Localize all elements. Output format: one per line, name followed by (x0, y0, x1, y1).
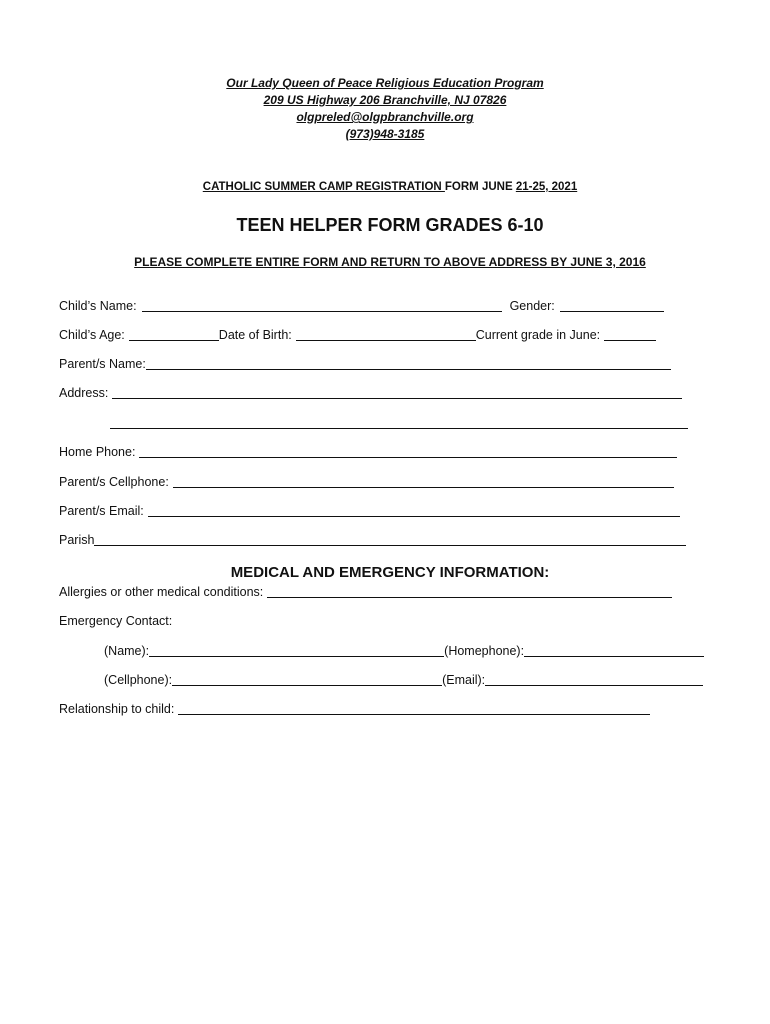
org-email: olgpreled@olgpbranchville.org (296, 110, 474, 124)
relationship-row (59, 701, 650, 717)
form-title: TEEN HELPER FORM GRADES 6-10 (236, 215, 544, 235)
home-phone-label: Home Phone: (59, 445, 136, 459)
registration-title (0, 179, 770, 195)
parent-name-field[interactable] (146, 356, 671, 370)
child-name-row (59, 298, 664, 314)
parent-email-field[interactable] (148, 503, 680, 517)
emergency-contact-label: Emergency Contact: (59, 614, 173, 628)
child-name-label: Child’s Name: (59, 299, 137, 313)
dob-field[interactable] (296, 327, 476, 341)
address-line2-row (110, 415, 688, 431)
emergency-contact-row (59, 613, 172, 629)
parent-cell-field[interactable] (173, 474, 674, 488)
emergency-cellphone-label: (Cellphone): (104, 673, 173, 687)
gender-field[interactable] (560, 298, 664, 312)
allergies-label: Allergies or other medical conditions: (59, 585, 264, 599)
parent-email-label: Parent/s Email: (59, 504, 144, 518)
emergency-cellphone-field[interactable] (172, 672, 442, 686)
emergency-email-field[interactable] (485, 672, 703, 686)
registration-title-part1: CATHOLIC SUMMER CAMP REGISTRATION (202, 181, 445, 193)
org-address: 209 US Highway 206 Branchville, NJ 07826 (263, 93, 507, 107)
registration-title-part2: FORM JUNE (444, 181, 516, 193)
parent-email-row (59, 503, 680, 519)
relationship-label: Relationship to child: (59, 702, 175, 716)
child-age-label: Child’s Age: (59, 328, 125, 342)
org-name: Our Lady Queen of Peace Religious Education Program (226, 76, 544, 90)
address-line2-field[interactable] (110, 415, 688, 429)
grade-label: Current grade in June: (475, 328, 601, 342)
child-age-field[interactable] (129, 327, 219, 341)
parent-name-row (59, 356, 671, 372)
grade-field[interactable] (604, 327, 656, 341)
emergency-name-field[interactable] (149, 643, 444, 657)
emergency-email-label: (Email): (442, 673, 486, 687)
parish-row (59, 532, 686, 548)
org-phone: (973)948-3185 (345, 127, 425, 141)
dob-label: Date of Birth: (218, 328, 292, 342)
gender-label: Gender: (509, 299, 555, 313)
parent-cell-row (59, 474, 674, 490)
allergies-field[interactable] (267, 584, 672, 598)
relationship-field[interactable] (178, 701, 650, 715)
parish-label: Parish (59, 533, 95, 547)
address-row (59, 385, 682, 401)
child-age-row (59, 327, 656, 343)
parent-name-label: Parent/s Name: (59, 357, 146, 371)
home-phone-field[interactable] (139, 444, 677, 458)
emergency-cell-row (104, 672, 703, 688)
emergency-name-label: (Name): (104, 644, 150, 658)
home-phone-row (59, 444, 677, 460)
instructions: PLEASE COMPLETE ENTIRE FORM AND RETURN TO ABOVE ADDRESS BY JUNE 3, 2016 (134, 255, 646, 269)
emergency-homephone-field[interactable] (524, 643, 704, 657)
registration-title-part3: 21-25, 2021 (515, 181, 578, 193)
letterhead (0, 75, 770, 143)
address-field[interactable] (112, 385, 682, 399)
child-name-field[interactable] (142, 298, 502, 312)
parent-cell-label: Parent/s Cellphone: (59, 475, 169, 489)
address-label: Address: (59, 386, 109, 400)
emergency-name-row (104, 643, 704, 659)
allergies-row (59, 584, 672, 600)
emergency-homephone-label: (Homephone): (444, 644, 525, 658)
medical-section-title: MEDICAL AND EMERGENCY INFORMATION: (230, 564, 550, 581)
parish-field[interactable] (94, 532, 686, 546)
